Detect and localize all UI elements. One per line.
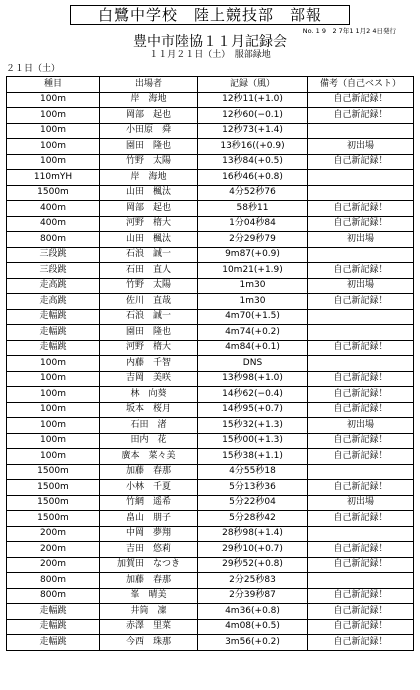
event-cell: 1500m xyxy=(7,185,100,201)
athlete-cell: 河野 楕大 xyxy=(100,216,198,232)
record-cell: 5分13秒36 xyxy=(198,480,308,496)
day-label: ２１日（土） xyxy=(6,64,61,74)
event-cell: 100m xyxy=(7,139,100,155)
event-cell: 100m xyxy=(7,433,100,449)
event-cell: 1500m xyxy=(7,464,100,480)
table-row xyxy=(7,557,414,573)
event-cell: 1500m xyxy=(7,480,100,496)
athlete-cell: 小林 千夏 xyxy=(100,480,198,496)
record-cell: DNS xyxy=(198,356,308,372)
table-header-row xyxy=(7,77,414,93)
table-row xyxy=(7,309,414,325)
event-cell: 100m xyxy=(7,154,100,170)
table-row xyxy=(7,108,414,124)
table-row xyxy=(7,573,414,589)
record-cell: 4分52秒76 xyxy=(198,185,308,201)
record-cell: 13秒16((+0.9) xyxy=(198,139,308,155)
record-cell: 12秒73(+1.4) xyxy=(198,123,308,139)
athlete-cell: 河野 楕大 xyxy=(100,340,198,356)
event-cell: 三段跳 xyxy=(7,247,100,263)
athlete-cell: 小田原 舜 xyxy=(100,123,198,139)
record-cell: 58秒11 xyxy=(198,201,308,217)
record-cell: 3m56(+0.2) xyxy=(198,635,308,651)
event-cell: 走高跳 xyxy=(7,294,100,310)
notes-cell: 初出場 xyxy=(308,278,414,294)
table-row xyxy=(7,278,414,294)
results-body xyxy=(7,92,414,650)
record-cell: 12秒11(+1.0) xyxy=(198,92,308,108)
record-cell: 15秒32(+1.3) xyxy=(198,418,308,434)
event-cell: 400m xyxy=(7,216,100,232)
athlete-cell: 山田 楓汰 xyxy=(100,185,198,201)
table-row xyxy=(7,139,414,155)
notes-cell: 自己新記録！ xyxy=(308,387,414,403)
athlete-cell: 岡部 起也 xyxy=(100,108,198,124)
notes-cell: 自己新記録！ xyxy=(308,201,414,217)
athlete-cell: 石浪 誠一 xyxy=(100,247,198,263)
athlete-cell: 佐川 直哉 xyxy=(100,294,198,310)
record-cell: 10m21(+1.9) xyxy=(198,263,308,279)
athlete-cell: 峯 晴美 xyxy=(100,588,198,604)
header-record: 記録（風） xyxy=(198,77,308,93)
event-cell: 1500m xyxy=(7,495,100,511)
athlete-cell: 内藤 千智 xyxy=(100,356,198,372)
notes-cell xyxy=(308,356,414,372)
table-row xyxy=(7,511,414,527)
header-notes: 備考（自己ベスト） xyxy=(308,77,414,93)
athlete-cell: 石浪 誠一 xyxy=(100,309,198,325)
athlete-cell: 竹野 太陽 xyxy=(100,154,198,170)
record-cell: 5分22秒04 xyxy=(198,495,308,511)
event-cell: 200m xyxy=(7,542,100,558)
athlete-cell: 加賀田 なつき xyxy=(100,557,198,573)
record-cell: 15秒38(+1.1) xyxy=(198,449,308,465)
record-cell: 2分25秒83 xyxy=(198,573,308,589)
table-row xyxy=(7,232,414,248)
table-row xyxy=(7,449,414,465)
athlete-cell: 井筒 凜 xyxy=(100,604,198,620)
table-row xyxy=(7,588,414,604)
event-cell: 走幅跳 xyxy=(7,309,100,325)
table-row xyxy=(7,325,414,341)
notes-cell: 自己新記録！ xyxy=(308,402,414,418)
athlete-cell: 岸 海地 xyxy=(100,170,198,186)
table-row xyxy=(7,356,414,372)
event-cell: 100m xyxy=(7,371,100,387)
event-cell: 走幅跳 xyxy=(7,635,100,651)
record-cell: 5分28秒42 xyxy=(198,511,308,527)
table-row xyxy=(7,418,414,434)
notes-cell: 自己新記録！ xyxy=(308,294,414,310)
record-cell: 15秒00(+1.3) xyxy=(198,433,308,449)
event-cell: 1500m xyxy=(7,511,100,527)
record-cell: 1分04秒84 xyxy=(198,216,308,232)
notes-cell: 自己新記録！ xyxy=(308,216,414,232)
athlete-cell: 加藤 春那 xyxy=(100,464,198,480)
notes-cell xyxy=(308,170,414,186)
record-cell: 4m08(+0.5) xyxy=(198,619,308,635)
athlete-cell: 石田 直人 xyxy=(100,263,198,279)
event-cell: 110mYH xyxy=(7,170,100,186)
record-cell: 14秒62(−0.4) xyxy=(198,387,308,403)
notes-cell: 自己新記録！ xyxy=(308,108,414,124)
event-cell: 100m xyxy=(7,123,100,139)
notes-cell xyxy=(308,185,414,201)
event-cell: 800m xyxy=(7,588,100,604)
athlete-cell: 石田 渚 xyxy=(100,418,198,434)
event-cell: 100m xyxy=(7,402,100,418)
event-cell: 800m xyxy=(7,232,100,248)
athlete-cell: 林 向葵 xyxy=(100,387,198,403)
notes-cell: 自己新記録！ xyxy=(308,619,414,635)
table-row xyxy=(7,201,414,217)
athlete-cell: 赤澤 里菜 xyxy=(100,619,198,635)
event-cell: 100m xyxy=(7,387,100,403)
record-cell: 9m87(+0.9) xyxy=(198,247,308,263)
notes-cell: 自己新記録！ xyxy=(308,92,414,108)
record-cell: 1m30 xyxy=(198,278,308,294)
event-cell: 100m xyxy=(7,356,100,372)
table-row xyxy=(7,526,414,542)
notes-cell: 自己新記録！ xyxy=(308,449,414,465)
notes-cell: 自己新記録！ xyxy=(308,635,414,651)
newsletter-title: 白鷺中学校 陸上競技部 部報 xyxy=(97,6,322,24)
notes-cell: 初出場 xyxy=(308,232,414,248)
record-cell: 29秒52(+0.8) xyxy=(198,557,308,573)
record-cell: 1m30 xyxy=(198,294,308,310)
notes-cell: 自己新記録！ xyxy=(308,480,414,496)
meet-title: 豊中市陸協１１月記録会 xyxy=(133,34,287,50)
notes-cell xyxy=(308,309,414,325)
record-cell: 16秒46(+0.8) xyxy=(198,170,308,186)
athlete-cell: 竹野 太陽 xyxy=(100,278,198,294)
event-cell: 走幅跳 xyxy=(7,604,100,620)
notes-cell: 初出場 xyxy=(308,139,414,155)
header-athlete: 出場者 xyxy=(100,77,198,93)
event-cell: 100m xyxy=(7,418,100,434)
athlete-cell: 岡部 起也 xyxy=(100,201,198,217)
notes-cell: 自己新記録！ xyxy=(308,557,414,573)
event-cell: 走幅跳 xyxy=(7,340,100,356)
athlete-cell: 山田 楓汰 xyxy=(100,232,198,248)
record-cell: 4m36(+0.8) xyxy=(198,604,308,620)
notes-cell: 初出場 xyxy=(308,418,414,434)
notes-cell xyxy=(308,526,414,542)
table-row xyxy=(7,480,414,496)
table-row xyxy=(7,185,414,201)
athlete-cell: 廣本 菜々美 xyxy=(100,449,198,465)
record-cell: 28秒98(+1.4) xyxy=(198,526,308,542)
notes-cell: 自己新記録！ xyxy=(308,433,414,449)
table-row xyxy=(7,216,414,232)
event-cell: 走高跳 xyxy=(7,278,100,294)
table-row xyxy=(7,402,414,418)
notes-cell: 自己新記録！ xyxy=(308,511,414,527)
athlete-cell: 園田 隆也 xyxy=(100,325,198,341)
event-cell: 三段跳 xyxy=(7,263,100,279)
athlete-cell: 岸 海地 xyxy=(100,92,198,108)
athlete-cell: 畠山 朋子 xyxy=(100,511,198,527)
notes-cell xyxy=(308,464,414,480)
newsletter-title-box xyxy=(70,5,350,25)
notes-cell: 自己新記録！ xyxy=(308,588,414,604)
table-row xyxy=(7,263,414,279)
event-cell: 走幅跳 xyxy=(7,325,100,341)
table-row xyxy=(7,619,414,635)
athlete-cell: 吉岡 美咲 xyxy=(100,371,198,387)
record-cell: 4m70(+1.5) xyxy=(198,309,308,325)
athlete-cell: 園田 隆也 xyxy=(100,139,198,155)
athlete-cell: 田内 花 xyxy=(100,433,198,449)
table-row xyxy=(7,464,414,480)
table-row xyxy=(7,495,414,511)
event-cell: 200m xyxy=(7,557,100,573)
record-cell: 29秒10(+0.7) xyxy=(198,542,308,558)
table-row xyxy=(7,604,414,620)
record-cell: 12秒60(−0.1) xyxy=(198,108,308,124)
athlete-cell: 今西 珠那 xyxy=(100,635,198,651)
table-row xyxy=(7,123,414,139)
record-cell: 4m84(+0.1) xyxy=(198,340,308,356)
table-row xyxy=(7,387,414,403)
notes-cell xyxy=(308,123,414,139)
notes-cell: 自己新記録！ xyxy=(308,371,414,387)
table-row xyxy=(7,371,414,387)
table-row xyxy=(7,154,414,170)
notes-cell xyxy=(308,573,414,589)
table-row xyxy=(7,542,414,558)
notes-cell xyxy=(308,325,414,341)
event-cell: 400m xyxy=(7,201,100,217)
event-cell: 100m xyxy=(7,92,100,108)
athlete-cell: 坂本 桜月 xyxy=(100,402,198,418)
notes-cell: 初出場 xyxy=(308,495,414,511)
notes-cell: 自己新記録！ xyxy=(308,263,414,279)
header-event: 種目 xyxy=(7,77,100,93)
table-row xyxy=(7,340,414,356)
record-cell: 13秒84(+0.5) xyxy=(198,154,308,170)
record-cell: 2分29秒79 xyxy=(198,232,308,248)
record-cell: 4分55秒18 xyxy=(198,464,308,480)
notes-cell: 自己新記録！ xyxy=(308,154,414,170)
table-row xyxy=(7,92,414,108)
notes-cell: 自己新記録！ xyxy=(308,542,414,558)
athlete-cell: 中岡 夢翔 xyxy=(100,526,198,542)
table-row xyxy=(7,247,414,263)
athlete-cell: 竹網 遥希 xyxy=(100,495,198,511)
record-cell: 4m74(+0.2) xyxy=(198,325,308,341)
table-row xyxy=(7,170,414,186)
event-cell: 100m xyxy=(7,449,100,465)
record-cell: 14秒95(+0.7) xyxy=(198,402,308,418)
record-cell: 2分39秒87 xyxy=(198,588,308,604)
notes-cell: 自己新記録！ xyxy=(308,340,414,356)
results-table xyxy=(6,76,414,651)
notes-cell: 自己新記録！ xyxy=(308,604,414,620)
athlete-cell: 加藤 春那 xyxy=(100,573,198,589)
event-cell: 走幅跳 xyxy=(7,619,100,635)
meet-subtitle: １１月２１日（土） 服部緑地 xyxy=(149,50,271,60)
event-cell: 100m xyxy=(7,108,100,124)
notes-cell xyxy=(308,247,414,263)
issue-info: No. 1 9 2 7年1 1月2 4日発行 xyxy=(302,27,396,35)
record-cell: 13秒98(+1.0) xyxy=(198,371,308,387)
event-cell: 800m xyxy=(7,573,100,589)
table-row xyxy=(7,433,414,449)
table-row xyxy=(7,635,414,651)
athlete-cell: 吉田 悠莉 xyxy=(100,542,198,558)
event-cell: 200m xyxy=(7,526,100,542)
table-row xyxy=(7,294,414,310)
